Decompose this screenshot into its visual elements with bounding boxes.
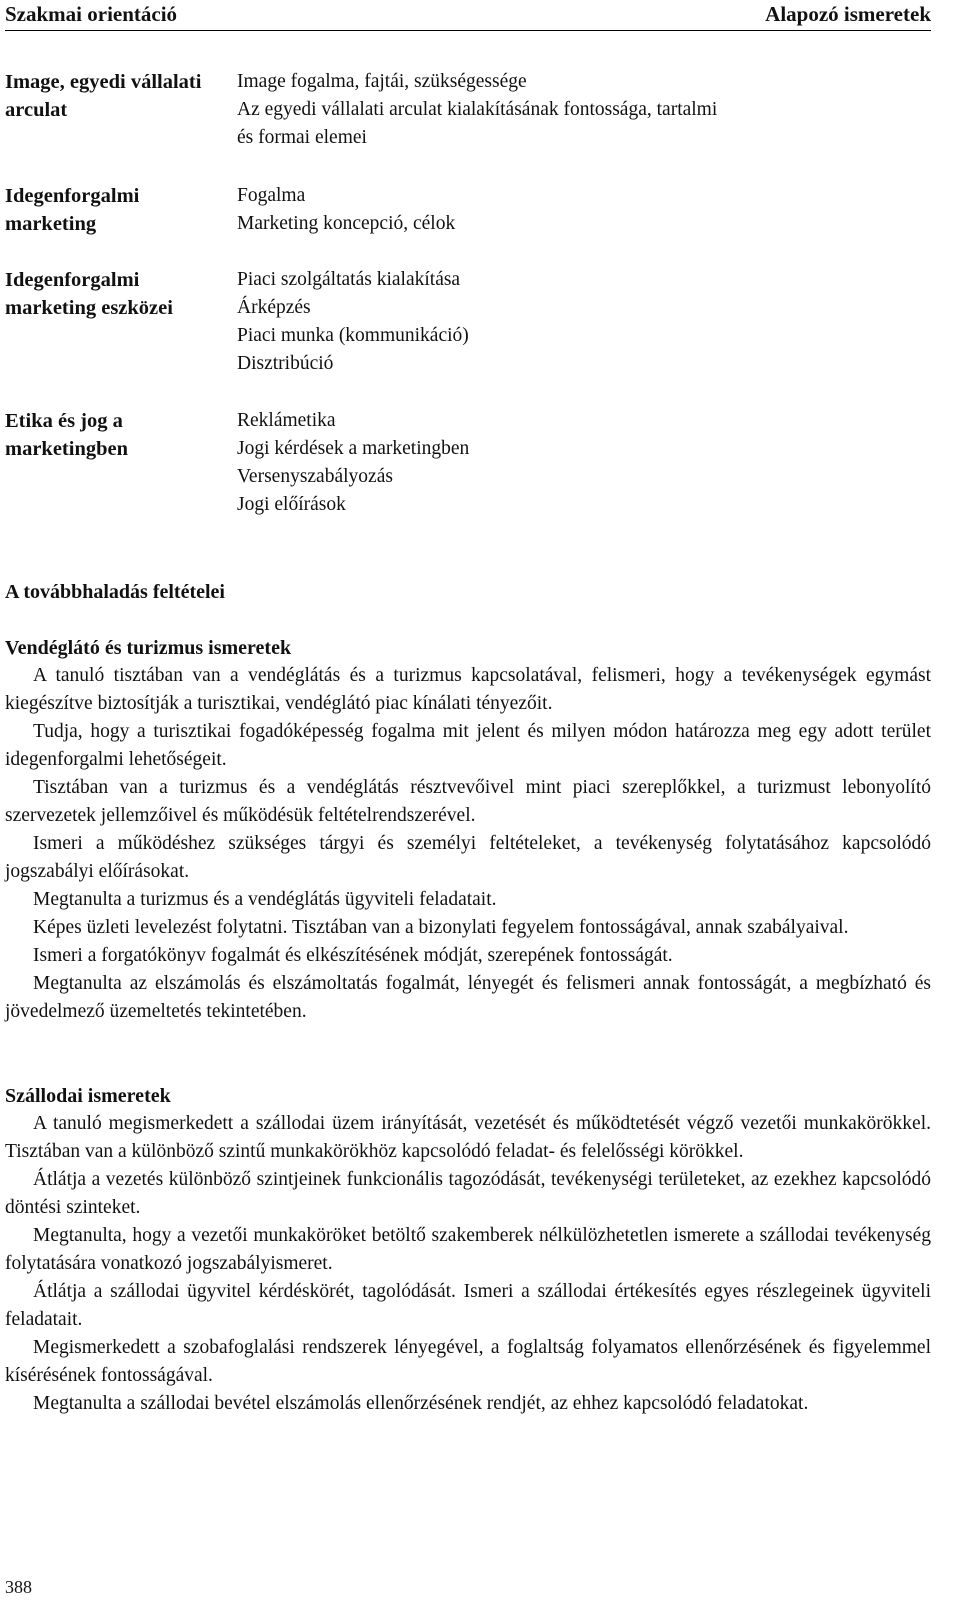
topic-title: Idegenforgalmi marketing: [5, 185, 140, 235]
paragraph: Tudja, hogy a turisztikai fogadóképesség fogalma mit jelent és milyen módon határozza meg egy adott terület idegenforgalmi lehetőségeit.: [5, 721, 931, 770]
paragraph: Megtanulta az elszámolás és elszámoltatás fogalmát, lényegét és felismeri annak fontosságát, a megbízható és jövedelmező üzemeltetés tekintetében.: [5, 973, 931, 1022]
paragraph: Megtanulta a szállodai bevétel elszámolás ellenőrzésének rendjét, az ehhez kapcsolódó feladatokat.: [33, 1393, 809, 1414]
paragraph: Megtanulta, hogy a vezetői munkaköröket betöltő szakemberek nélkülözhetetlen ismerete a szállodai tevékenység folytatására vonatkozó jogszabályismeret.: [5, 1225, 931, 1274]
topic-items: [237, 266, 927, 378]
paragraph: Ismeri a forgatókönyv fogalmát és elkészítésének módját, szerepének fontosságát.: [33, 945, 673, 966]
progression-heading: A továbbhaladás feltételei: [5, 581, 225, 603]
topic-items: [237, 68, 927, 152]
paragraph: A tanuló megismerkedett a szállodai üzem irányítását, vezetését és működtetését végző vezetői munkakörökkel. Tisztában van a különböző szintű munkakörökhöz kapcsolódó feladat- és felelősségi körökkel.: [5, 1113, 931, 1162]
topic-item: Jogi előírások: [237, 494, 346, 515]
topic-items: [237, 407, 927, 519]
header-left: Szakmai orientáció: [5, 2, 178, 26]
paragraph: Tisztában van a turizmus és a vendéglátás résztvevőivel mint piaci szereplőkkel, a turizmust lebonyolító szervezetek jellemzőivel és működésük feltételrendszerével.: [5, 777, 931, 826]
topic-item: Piaci munka (kommunikáció): [237, 325, 469, 346]
page-header: [5, 0, 931, 31]
topic-item: Disztribúció: [237, 353, 334, 374]
paragraph: A tanuló tisztában van a vendéglátás és a turizmus kapcsolatával, felismeri, hogy a tevékenységek egymást kiegészítve biztosítják a turisztikai, vendéglátó piac kínálati tényezőit.: [5, 665, 931, 714]
topic-item: Marketing koncepció, célok: [237, 213, 456, 234]
section-heading: Szállodai ismeretek: [5, 1085, 171, 1107]
topic-item: Piaci szolgáltatás kialakítása: [237, 269, 461, 290]
topic-title: Image, egyedi vállalati arculat: [5, 71, 202, 121]
topic-item: Reklámetika: [237, 410, 336, 431]
topic-title: Etika és jog a marketingben: [5, 410, 128, 460]
paragraph: Megtanulta a turizmus és a vendéglátás ügyviteli feladatait.: [33, 889, 497, 910]
section-heading: Vendéglátó és turizmus ismeretek: [5, 637, 292, 659]
topic-item: Az egyedi vállalati arculat kialakításának fontossága, tartalmi: [237, 99, 718, 120]
paragraph: Ismeri a működéshez szükséges tárgyi és személyi feltételeket, a tevékenység folytatásához kapcsolódó jogszabályi előírásokat.: [5, 833, 931, 882]
paragraph: Képes üzleti levelezést folytatni. Tisztában van a bizonylati fegyelem fontosságával, annak szabályaival.: [33, 917, 849, 938]
topic-title: Idegenforgalmi marketing eszközei: [5, 269, 173, 319]
topic-item: Árképzés: [237, 297, 311, 318]
paragraph: Megismerkedett a szobafoglalási rendszerek lényegével, a foglaltság folyamatos ellenőrzésének és figyelemmel kísérésének fontosságával.: [5, 1337, 931, 1386]
section-body: [5, 1110, 931, 1418]
section-body: [5, 662, 931, 1026]
topic-item: Fogalma: [237, 185, 306, 206]
header-right: Alapozó ismeretek: [765, 2, 931, 26]
topic-item: és formai elemei: [237, 127, 367, 148]
page-number: 388: [5, 1577, 32, 1597]
paragraph: Átlátja a szállodai ügyvitel kérdéskörét, tagolódását. Ismeri a szállodai értékesítés egyes részlegeinek ügyviteli feladatait.: [5, 1281, 931, 1330]
topic-item: Jogi kérdések a marketingben: [237, 438, 470, 459]
topic-items: [237, 182, 927, 238]
paragraph: Átlátja a vezetés különböző szintjeinek funkcionális tagozódását, tevékenységi területeket, az ezekhez kapcsolódó döntési szinteket.: [5, 1169, 931, 1218]
topic-item: Versenyszabályozás: [237, 466, 393, 487]
topic-item: Image fogalma, fajtái, szükségessége: [237, 71, 527, 92]
